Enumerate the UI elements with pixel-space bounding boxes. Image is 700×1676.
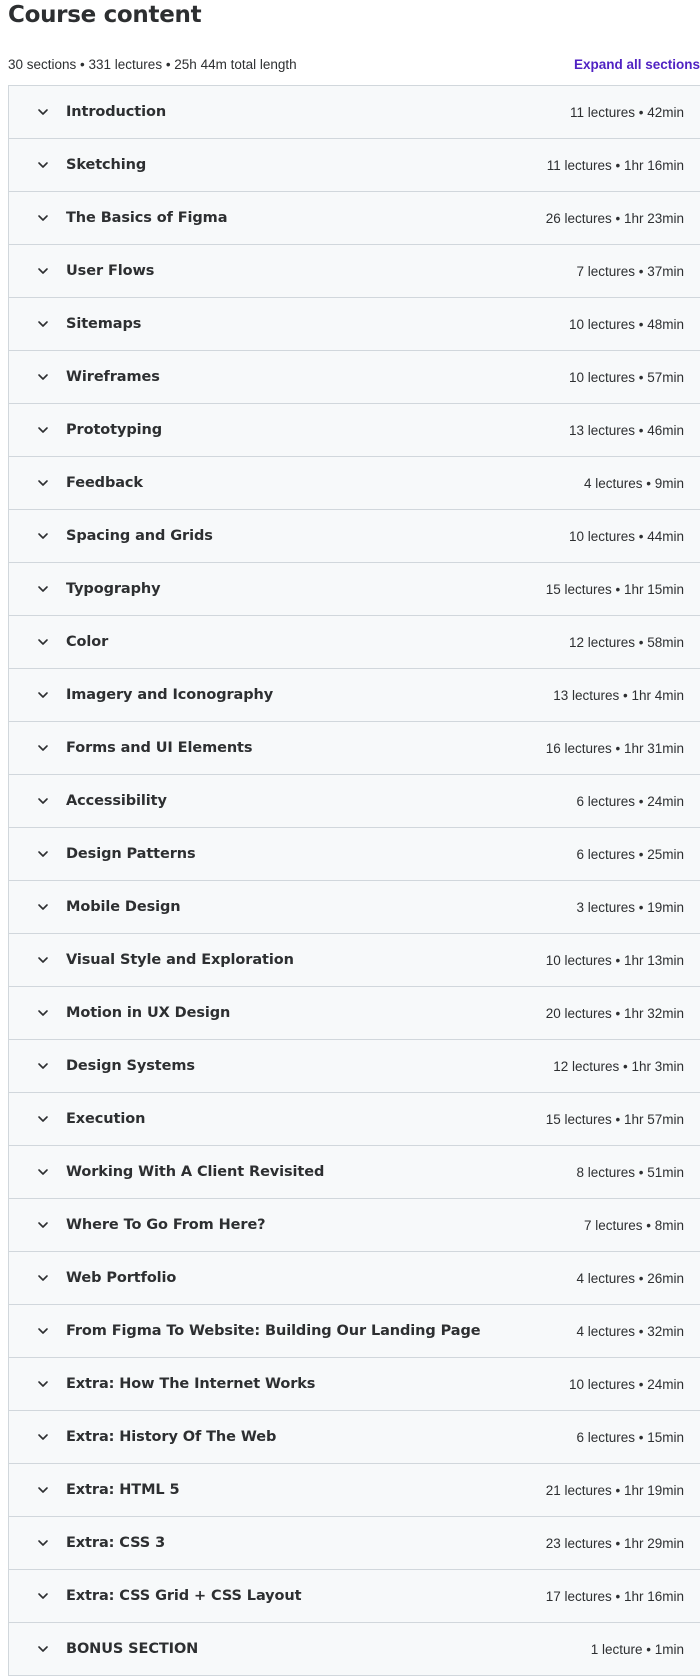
chevron-down-icon [36,1430,50,1444]
section-row[interactable] [9,775,700,828]
chevron-down-icon [36,105,50,119]
section-title: Extra: How The Internet Works [66,1376,316,1392]
section-title: Extra: HTML 5 [66,1482,180,1498]
section-title: Motion in UX Design [66,1005,231,1021]
section-title: Feedback [66,475,143,491]
chevron-down-icon [36,211,50,225]
section-meta: 7 lectures • 8min [583,1217,684,1233]
section-meta: 15 lectures • 1hr 57min [545,1111,684,1127]
chevron-down-icon [36,1589,50,1603]
section-title: Sketching [66,157,147,173]
section-title: Introduction [66,104,167,120]
chevron-down-icon [36,741,50,755]
chevron-down-icon [36,953,50,967]
section-meta: 4 lectures • 32min [576,1323,684,1339]
section-title: Imagery and Iconography [66,687,274,703]
section-title: Spacing and Grids [66,528,213,544]
section-title: Working With A Client Revisited [66,1164,325,1180]
section-row[interactable] [9,139,700,192]
section-title: Accessibility [66,793,167,809]
section-row[interactable] [9,1252,700,1305]
section-row[interactable] [9,510,700,563]
section-title: Color [66,634,109,650]
section-meta: 26 lectures • 1hr 23min [545,210,684,226]
section-row[interactable] [9,669,700,722]
section-meta: 4 lectures • 26min [576,1270,684,1286]
chevron-down-icon [36,1218,50,1232]
section-row[interactable] [9,1199,700,1252]
chevron-down-icon [36,1271,50,1285]
chevron-down-icon [36,688,50,702]
course-summary: 30 sections • 331 lectures • 25h 44m total length [8,57,297,72]
section-meta: 20 lectures • 1hr 32min [545,1005,684,1021]
chevron-down-icon [36,1165,50,1179]
chevron-down-icon [36,1483,50,1497]
section-title: Wireframes [66,369,160,385]
section-meta: 1 lecture • 1min [590,1641,684,1657]
section-title: Forms and UI Elements [66,740,253,756]
section-title: User Flows [66,263,155,279]
section-title: Sitemaps [66,316,142,332]
section-title: Execution [66,1111,146,1127]
page-title: Course content [8,2,202,28]
section-row[interactable] [9,881,700,934]
chevron-down-icon [36,582,50,596]
chevron-down-icon [36,423,50,437]
section-title: Design Patterns [66,846,196,862]
section-row[interactable] [9,1305,700,1358]
section-title: The Basics of Figma [66,210,228,226]
section-row[interactable] [9,1623,700,1676]
section-title: Web Portfolio [66,1270,177,1286]
chevron-down-icon [36,794,50,808]
chevron-down-icon [36,317,50,331]
section-row[interactable] [9,1358,700,1411]
section-meta: 10 lectures • 44min [568,528,684,544]
section-meta: 15 lectures • 1hr 15min [545,581,684,597]
section-title: Typography [66,581,161,597]
section-meta: 6 lectures • 24min [576,793,684,809]
section-row[interactable] [9,1040,700,1093]
chevron-down-icon [36,1377,50,1391]
chevron-down-icon [36,847,50,861]
chevron-down-icon [36,529,50,543]
section-row[interactable] [9,828,700,881]
section-row[interactable] [9,1093,700,1146]
chevron-down-icon [36,1059,50,1073]
section-row[interactable] [9,987,700,1040]
section-row[interactable] [9,563,700,616]
section-meta: 10 lectures • 57min [568,369,684,385]
section-meta: 7 lectures • 37min [576,263,684,279]
section-row[interactable] [9,1411,700,1464]
chevron-down-icon [36,476,50,490]
section-row[interactable] [9,298,700,351]
section-row[interactable] [9,351,700,404]
section-title: Visual Style and Exploration [66,952,294,968]
section-row[interactable] [9,722,700,775]
section-row[interactable] [9,457,700,510]
chevron-down-icon [36,1324,50,1338]
section-meta: 12 lectures • 1hr 3min [553,1058,684,1074]
section-title: Extra: CSS Grid + CSS Layout [66,1588,302,1604]
section-row[interactable] [9,192,700,245]
section-meta: 21 lectures • 1hr 19min [545,1482,684,1498]
chevron-down-icon [36,1112,50,1126]
chevron-down-icon [36,158,50,172]
section-title: Extra: History Of The Web [66,1429,277,1445]
section-meta: 11 lectures • 1hr 16min [546,157,684,173]
section-title: Prototyping [66,422,162,438]
chevron-down-icon [36,1642,50,1656]
section-meta: 10 lectures • 24min [568,1376,684,1392]
section-row[interactable] [9,1517,700,1570]
section-row[interactable] [9,245,700,298]
expand-all-sections-button[interactable]: Expand all sections [573,57,700,72]
section-row[interactable] [9,1570,700,1623]
section-meta: 6 lectures • 15min [576,1429,684,1445]
section-meta: 12 lectures • 58min [568,634,684,650]
section-meta: 10 lectures • 1hr 13min [545,952,684,968]
section-row[interactable] [9,1146,700,1199]
section-row[interactable] [9,86,700,139]
chevron-down-icon [36,900,50,914]
section-title: Design Systems [66,1058,195,1074]
section-meta: 3 lectures • 19min [576,899,684,915]
chevron-down-icon [36,370,50,384]
chevron-down-icon [36,264,50,278]
section-title: Extra: CSS 3 [66,1535,166,1551]
section-meta: 11 lectures • 42min [569,104,684,120]
section-title: Where To Go From Here? [66,1217,266,1233]
section-title: From Figma To Website: Building Our Landing Page [66,1323,481,1339]
chevron-down-icon [36,1006,50,1020]
section-meta: 17 lectures • 1hr 16min [545,1588,684,1604]
section-list [8,85,700,1676]
section-meta: 8 lectures • 51min [576,1164,684,1180]
section-row[interactable] [9,616,700,669]
section-meta: 13 lectures • 46min [568,422,684,438]
section-meta: 4 lectures • 9min [583,475,684,491]
section-title: BONUS SECTION [66,1641,199,1657]
section-meta: 16 lectures • 1hr 31min [545,740,684,756]
section-row[interactable] [9,934,700,987]
section-meta: 13 lectures • 1hr 4min [553,687,684,703]
section-row[interactable] [9,1464,700,1517]
section-meta: 10 lectures • 48min [568,316,684,332]
section-row[interactable] [9,404,700,457]
chevron-down-icon [36,1536,50,1550]
section-title: Mobile Design [66,899,181,915]
section-meta: 6 lectures • 25min [576,846,684,862]
chevron-down-icon [36,635,50,649]
section-meta: 23 lectures • 1hr 29min [545,1535,684,1551]
